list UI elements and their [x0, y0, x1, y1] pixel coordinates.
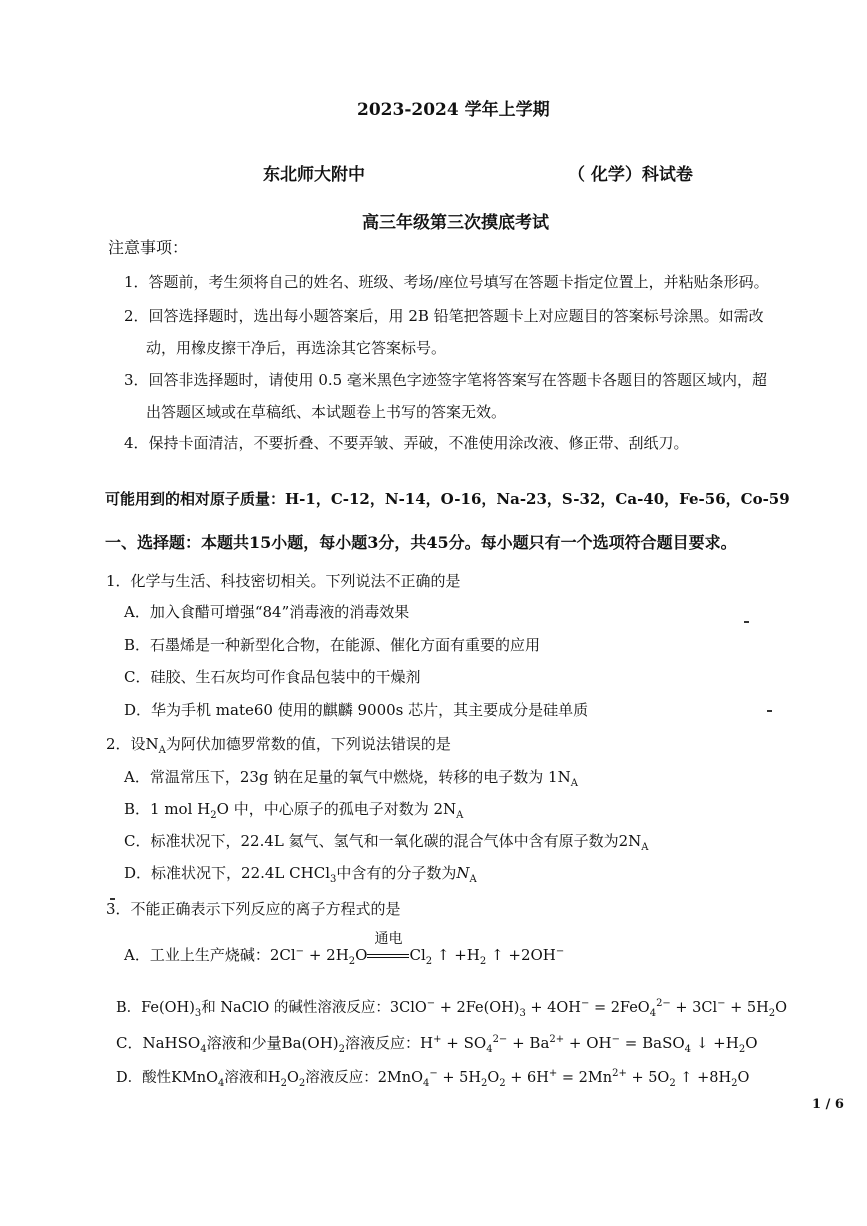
question-3-option-b: B．$Fe(OH)_3$和 NaClO 的碱性溶液反应：$3ClO^- + 2Fe(OH)_3 + 4OH^- = 2FeO_4^{2-} + 3Cl^- + 5H_2O$	[116, 998, 788, 1019]
notice-item-2-cont: 动，用橡皮擦干净后，再选涂其它答案标号。	[146, 339, 447, 357]
question-2-option-b: B．1 mol $H_2O$ 中，中心原子的孤电子对数为 $2N_A$	[124, 800, 464, 821]
question-1-option-b: B．石墨烯是一种新型化合物，在能源、催化方面有重要的应用	[124, 636, 541, 654]
atomic-masses: 可能用到的相对原子质量：H-1，C-12，N-14，O-16，Na-23，S-32，Ca-40，Fe-56，Co-59	[105, 490, 790, 508]
question-1-stem: 1．化学与生活、科技密切相关。下列说法不正确的是	[106, 572, 461, 590]
subject-name: （ 化学）科试卷	[568, 165, 693, 185]
page-number: 1 / 6	[812, 1097, 844, 1112]
question-1-option-a: A．加入食醋可增强“84”消毒液的消毒效果	[124, 603, 410, 621]
notice-title: 注意事项：	[108, 238, 189, 257]
question-2-option-d: D．标准状况下，22.4L CHCl$_3$中含有的分子数为$N_A$	[124, 864, 477, 885]
question-2-option-c: C．标准状况下，22.4L 氦气、氢气和一氧化碳的混合气体中含有原子数为$2N_A$	[124, 832, 649, 853]
question-3-option-c: C．NaHSO$_4$溶液和少量$Ba(OH)_2$溶液反应：$H^+ + SO_4^{2-} + Ba^{2+} + OH^-$ = BaSO$_4$ ↓ $+H_2O$	[116, 1034, 758, 1055]
question-1-option-c: C．硅胶、生石灰均可作食品包装中的干燥剂	[124, 668, 421, 686]
exam-year: 2023-2024 学年上学期	[357, 100, 550, 120]
notice-item-1: 1．答题前，考生须将自己的姓名、班级、考场/座位号填写在答题卡指定位置上，并粘贴条形码。	[124, 273, 769, 291]
question-3-stem: 3．不能正确表示下列反应的离子方程式的是	[106, 900, 401, 918]
notice-item-2: 2．回答选择题时，选出每小题答案后，用 2B 铅笔把答题卡上对应题目的答案标号涂黑。如需改	[124, 307, 764, 325]
electrolysis-condition: 通电	[367, 946, 409, 964]
question-3-option-d: D．酸性KMnO$_4$溶液和$H_2O_2$溶液反应：$2MnO_4^- + 5H_2O_2 + 6H^+ = 2Mn^{2+} + 5O_2$ ↑ $+8H_2O$	[116, 1068, 750, 1089]
notice-item-4: 4．保持卡面清洁，不要折叠、不要弄皱、弄破，不准使用涂改液、修正带、刮纸刀。	[124, 434, 689, 452]
question-2-option-a: A．常温常压下，23g 钠在足量的氧气中燃烧，转移的电子数为 $1N_A$	[124, 768, 578, 789]
notice-item-3: 3．回答非选择题时，请使用 0.5 毫米黑色字迹签字笔将答案写在答题卡各题目的答题区域内，超	[124, 371, 767, 389]
question-1-option-d: D．华为手机 mate60 使用的麒麟 9000s 芯片，其主要成分是硅单质	[124, 701, 589, 719]
notice-item-3-cont: 出答题区域或在草稿纸、本试题卷上书写的答案无效。	[146, 403, 507, 421]
scan-speck	[744, 621, 749, 623]
scan-speck	[110, 898, 115, 900]
section-1-heading: 一、选择题：本题共15小题，每小题3分，共45分。每小题只有一个选项符合题目要求。	[105, 533, 737, 552]
school-name: 东北师大附中	[263, 165, 365, 185]
question-2-stem: 2．设$N_A$为阿伏加德罗常数的值，下列说法错误的是	[106, 735, 451, 756]
scan-speck	[767, 710, 772, 712]
question-3-option-a: A．工业上生产烧碱：$2Cl^- + 2H_2O$ 通电 $Cl_2$ ↑ $+H_2$ ↑ +2OH−	[124, 931, 565, 967]
exam-name: 高三年级第三次摸底考试	[362, 213, 549, 233]
